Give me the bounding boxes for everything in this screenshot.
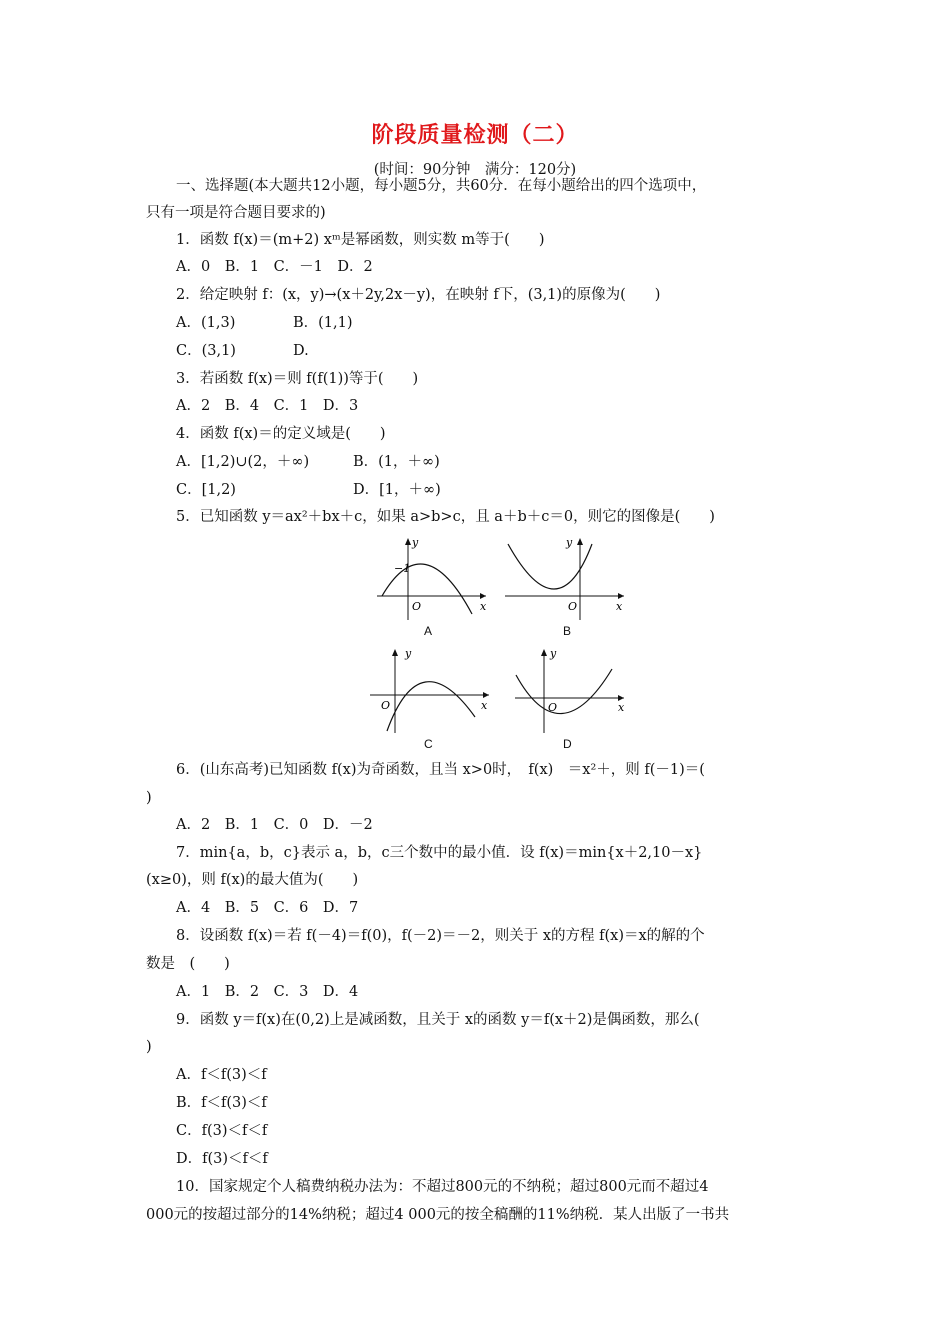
q6-stem-cont: ) — [146, 790, 152, 806]
y-axis-arrow — [577, 538, 583, 545]
q3-stem: 3．若函数 f(x)＝则 f(f(1))等于( ) — [176, 371, 419, 387]
q2-option-a: A．(1,3) — [176, 315, 236, 331]
q6-options: A．2 B．1 C．0 D．－2 — [176, 817, 373, 833]
q3-options: A．2 B．4 C．1 D．3 — [176, 398, 359, 414]
graph-c-label: C — [424, 737, 433, 751]
q4-option-d: D．[1，＋∞) — [353, 482, 441, 498]
q4-option-a: A．[1,2)∪(2，＋∞) — [176, 454, 310, 470]
q9-stem: 9．函数 y＝f(x)在(0,2)上是减函数，且关于 x的函数 y＝f(x＋2)是偶函数，那么( — [176, 1012, 700, 1028]
section-intro-line1: 一、选择题(本大题共12小题，每小题5分，共60分．在每小题给出的四个选项中， — [176, 178, 707, 194]
y-axis-label: y — [566, 536, 573, 549]
y-axis-arrow — [405, 538, 411, 545]
page-title: 阶段质量检测（二） — [371, 123, 579, 148]
q10-stem-cont: 000元的按超过部分的14%纳税；超过4 000元的按全稿酬的11%纳税．某人出版了一书共 — [146, 1207, 730, 1223]
q2-option-d: D. — [293, 343, 309, 359]
q7-stem-cont: (x≥0)，则 f(x)的最大值为( ) — [146, 872, 359, 888]
origin-label: O — [568, 600, 578, 613]
y-axis-arrow — [392, 649, 398, 656]
origin-label: O — [412, 600, 422, 613]
q4-stem: 4．函数 f(x)＝的定义域是( ) — [176, 426, 386, 442]
y-axis-label: y — [550, 647, 557, 660]
y-axis-label: y — [412, 536, 419, 549]
q10-stem: 10．国家规定个人稿费纳税办法为：不超过800元的不纳税；超过800元而不超过4 — [176, 1179, 709, 1195]
graph-b — [500, 534, 630, 624]
q9-option-a: A．f＜f(3)＜f — [176, 1067, 267, 1083]
q7-stem: 7．min{a，b，c}表示 a，b，c三个数中的最小值．设 f(x)＝min{x＋2,10－x} — [176, 845, 703, 861]
y-axis-arrow — [541, 649, 547, 656]
x-axis-label: x — [481, 699, 488, 712]
graph-d-label: D — [563, 737, 572, 751]
x-axis-arrow — [480, 593, 486, 599]
q9-option-c: C．f(3)＜f＜f — [176, 1123, 268, 1139]
q4-option-b: B．(1，＋∞) — [353, 454, 440, 470]
graph-b-label: B — [563, 624, 572, 638]
graph-c — [365, 645, 495, 735]
q2-stem: 2．给定映射 f：(x，y)→(x＋2y,2x－y)，在映射 f下，(3,1)的原像为( ) — [176, 287, 661, 303]
x-axis-label: x — [618, 701, 625, 714]
x-axis-label: x — [480, 600, 487, 613]
q9-stem-cont: ) — [146, 1039, 152, 1055]
origin-label: O — [381, 699, 391, 712]
parabola-curve — [508, 544, 592, 589]
q8-stem: 8．设函数 f(x)＝若 f(－4)＝f(0)，f(－2)＝－2，则关于 x的方程 f(x)＝x的解的个 — [176, 928, 705, 944]
q9-option-b: B．f＜f(3)＜f — [176, 1095, 267, 1111]
q1-options: A．0 B．1 C．－1 D．2 — [176, 259, 373, 275]
q4-option-c: C．[1,2) — [176, 482, 236, 498]
section-intro-line2: 只有一项是符合题目要求的) — [146, 205, 326, 221]
exam-info: (时间：90分钟 满分：120分) — [373, 162, 577, 178]
tick-label: −1 — [394, 562, 411, 575]
q7-options: A．4 B．5 C．6 D．7 — [176, 900, 359, 916]
q8-options: A．1 B．2 C．3 D．4 — [176, 984, 359, 1000]
y-axis-label: y — [405, 647, 412, 660]
q5-stem: 5．已知函数 y＝ax²＋bx＋c，如果 a>b>c，且 a＋b＋c＝0，则它的图像是( ) — [176, 509, 715, 525]
parabola-curve — [387, 682, 475, 731]
q2-option-b: B．(1,1) — [293, 315, 353, 331]
q8-stem-cont: 数是 ( ) — [146, 956, 230, 972]
graph-a-label: A — [424, 624, 433, 638]
q1-stem: 1．函数 f(x)＝(m+2) xᵐ是幂函数，则实数 m等于( ) — [176, 232, 545, 248]
parabola-curve — [516, 669, 612, 714]
x-axis-label: x — [616, 600, 623, 613]
x-axis-arrow — [483, 692, 489, 698]
graph-a — [372, 534, 492, 624]
origin-label: O — [548, 701, 558, 714]
x-axis-arrow — [618, 593, 624, 599]
q6-stem: 6．(山东高考)已知函数 f(x)为奇函数，且当 x>0时， f(x) ＝x²＋，则 f(－1)＝( — [176, 762, 705, 778]
q2-option-c: C．(3,1) — [176, 343, 236, 359]
q9-option-d: D．f(3)＜f＜f — [176, 1151, 268, 1167]
graph-d — [510, 645, 630, 735]
